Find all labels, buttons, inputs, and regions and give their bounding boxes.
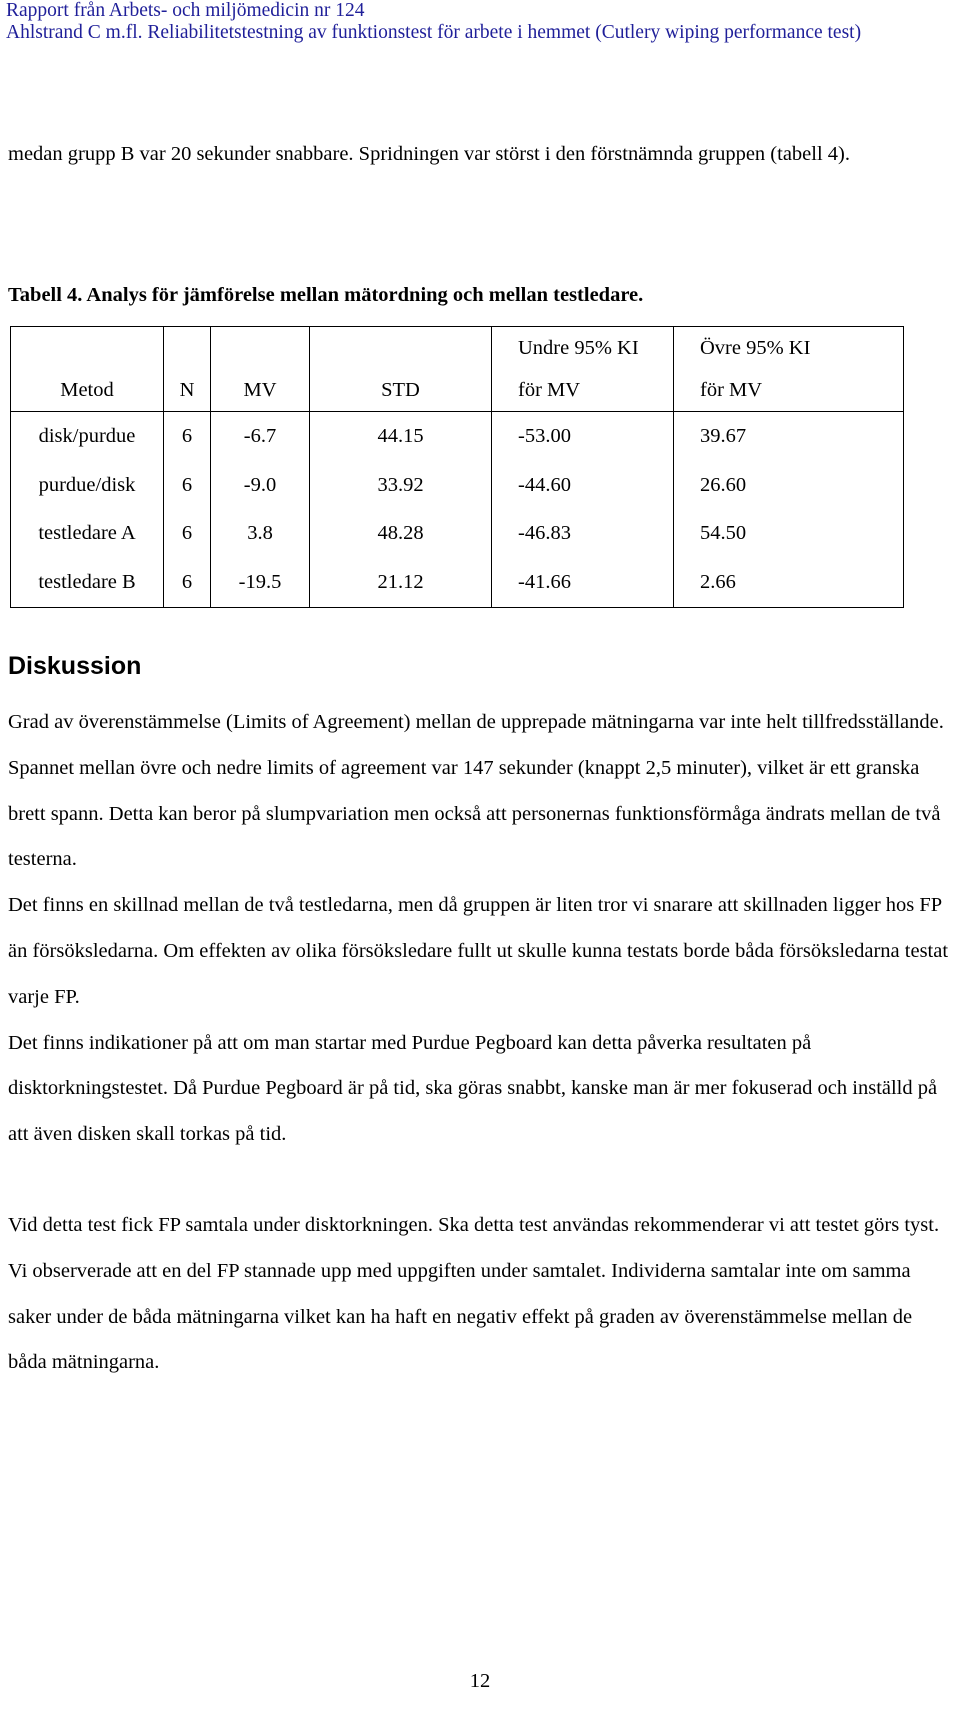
table-header-row: [11, 369, 904, 412]
header-lower-ci: för MV: [492, 369, 674, 412]
table-row: [11, 558, 904, 607]
header-upper-ci: för MV: [674, 369, 904, 412]
header-top-cell: [11, 327, 164, 370]
paragraph: Grad av överenstämmelse (Limits of Agreement) mellan de upprepade mätningarna var inte helt tillfredsställande. Spannet mellan övre och nedre limits of agreement var 147 sekunder (knappt 2,5 minuter), vilket är ett granska brett spann. Detta kan beror på slumpvariation men också att personernas funktionsförmåga ändrats mellan de två testerna.: [8, 711, 944, 871]
header-top-upper-ci: Övre 95% KI: [674, 327, 904, 370]
table-row: [11, 509, 904, 558]
paragraph: Det finns indikationer på att om man startar med Purdue Pegboard kan detta påverka resultaten på disktorkningstestet. Då Purdue Pegboard är på tid, ska göras snabbt, kanske man är mer fokuserad och inställd på att även disken skall torkas på tid.: [8, 1031, 938, 1146]
report-series-line: Rapport från Arbets- och miljömedicin nr 124: [6, 0, 365, 21]
cell-mv: 3.8: [211, 509, 310, 558]
table-row: [11, 412, 904, 461]
discussion-body: [8, 700, 952, 1386]
header-n: N: [164, 369, 211, 412]
cell-mv: -19.5: [211, 558, 310, 607]
cell-n: 6: [164, 509, 211, 558]
cell-mv: -9.0: [211, 461, 310, 510]
cell-lower-ci: -53.00: [492, 412, 674, 461]
section-heading: Diskussion: [8, 652, 142, 680]
header-mv: MV: [211, 369, 310, 412]
cell-std: 44.15: [310, 412, 492, 461]
paragraph: Vid detta test fick FP samtala under disktorkningen. Ska detta test användas rekommenderar vi att testet görs tyst. Vi observerade att en del FP stannade upp med uppgiften under samtalet. Individerna samtalar inte om samma saker under de båda mätningarna vilket kan ha haft en negativ effekt på graden av överenstämmelse mellan de båda mätningarna.: [8, 1213, 940, 1374]
header-top-cell: [310, 327, 492, 370]
cell-std: 48.28: [310, 509, 492, 558]
page-number: 12: [469, 1670, 491, 1692]
cell-metod: purdue/disk: [11, 461, 164, 510]
report-title-line: Ahlstrand C m.fl. Reliabilitetstestning av funktionstest för arbete i hemmet (Cutlery wiping performance test): [6, 22, 862, 43]
cell-n: 6: [164, 412, 211, 461]
header-std: STD: [310, 369, 492, 412]
cell-upper-ci: 39.67: [674, 412, 904, 461]
table-caption: Tabell 4. Analys för jämförelse mellan mätordning och mellan testledare.: [8, 284, 644, 306]
intro-paragraph: medan grupp B var 20 sekunder snabbare. Spridningen var störst i den förstnämnda gruppen (tabell 4).: [8, 143, 850, 165]
cell-n: 6: [164, 461, 211, 510]
cell-upper-ci: 2.66: [674, 558, 904, 607]
cell-n: 6: [164, 558, 211, 607]
table-row: [11, 461, 904, 510]
cell-lower-ci: -44.60: [492, 461, 674, 510]
cell-upper-ci: 54.50: [674, 509, 904, 558]
cell-metod: testledare A: [11, 509, 164, 558]
cell-metod: disk/purdue: [11, 412, 164, 461]
comparison-table: [10, 326, 904, 608]
header-top-cell: [164, 327, 211, 370]
header-metod: Metod: [11, 369, 164, 412]
cell-lower-ci: -41.66: [492, 558, 674, 607]
header-top-lower-ci: Undre 95% KI: [492, 327, 674, 370]
paragraph: Det finns en skillnad mellan de två testledarna, men då gruppen är liten tror vi snarare att skillnaden ligger hos FP än försöksledarna. Om effekten av olika försöksledare fullt ut skulle kunna testats borde båda försöksledarna testat varje FP.: [8, 894, 949, 1008]
cell-lower-ci: -46.83: [492, 509, 674, 558]
cell-std: 33.92: [310, 461, 492, 510]
cell-upper-ci: 26.60: [674, 461, 904, 510]
header-top-cell: [211, 327, 310, 370]
cell-std: 21.12: [310, 558, 492, 607]
cell-mv: -6.7: [211, 412, 310, 461]
table-header-top-row: [11, 327, 904, 370]
running-header: [6, 0, 956, 44]
cell-metod: testledare B: [11, 558, 164, 607]
